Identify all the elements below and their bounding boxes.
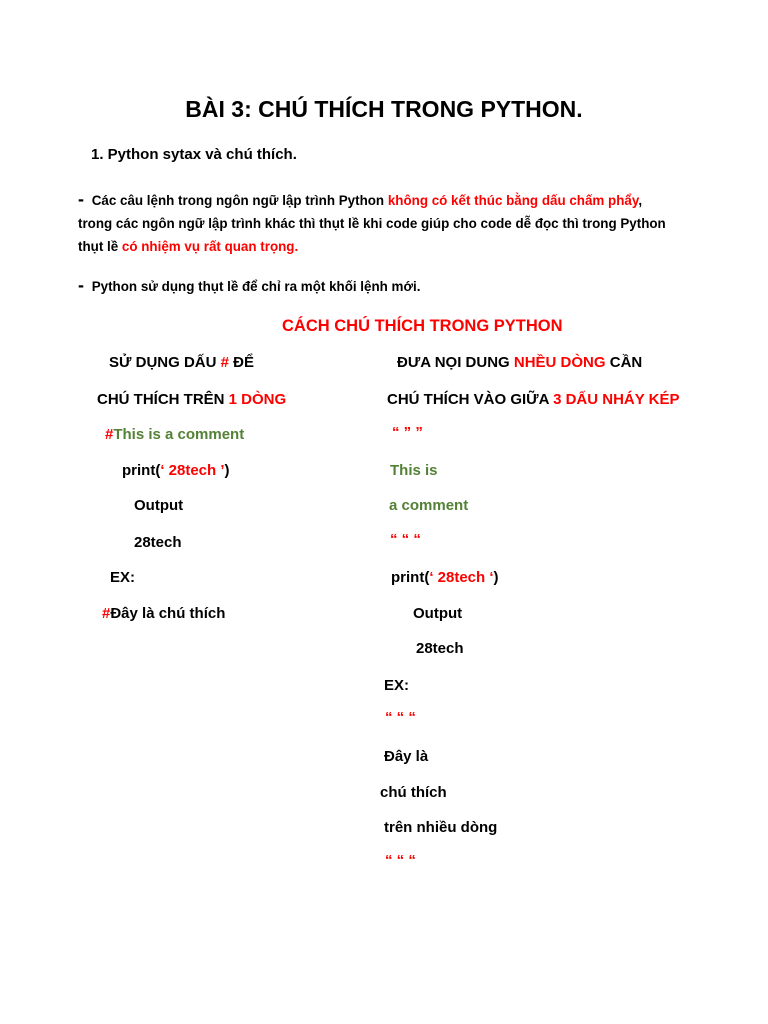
left-heading-text: SỬ DỤNG DẤU bbox=[109, 354, 221, 371]
hash-symbol: # bbox=[220, 354, 229, 371]
left-comment-line bbox=[105, 426, 244, 443]
triple-quote-open: “ ” ” bbox=[392, 424, 423, 441]
para1-text-1: Các câu lệnh trong ngôn ngữ lập trình Python bbox=[88, 193, 388, 208]
left-heading-line-2 bbox=[97, 391, 286, 408]
multiline-comment-line-1: This is bbox=[390, 462, 438, 479]
left-heading-text-2: CHÚ THÍCH TRÊN bbox=[97, 391, 229, 408]
para1-text-2: , trong các ngôn ngữ lập trình khác thì thụt lề khi code giúp cho code dễ đọc thì trong Python thụt lề bbox=[78, 193, 666, 254]
print-close: ) bbox=[493, 569, 499, 586]
ex-line-2: chú thích bbox=[380, 784, 447, 801]
section-title: CÁCH CHÚ THÍCH TRONG PYTHON bbox=[282, 317, 563, 335]
ex-triple-quote-open: “ “ “ bbox=[385, 709, 416, 726]
print-string: ‘ 28tech ‘ bbox=[429, 569, 494, 586]
ex-triple-quote-close: “ “ “ bbox=[385, 852, 416, 869]
print-keyword: print( bbox=[122, 462, 161, 479]
paragraph-2 bbox=[78, 274, 678, 298]
print-string: ‘ 28tech ’ bbox=[160, 462, 225, 479]
hash-symbol: # bbox=[105, 426, 114, 443]
comment-text: This is a comment bbox=[113, 426, 245, 443]
print-close: ) bbox=[224, 462, 230, 479]
left-output-result: 28tech bbox=[134, 534, 182, 551]
right-heading-line-1 bbox=[397, 354, 642, 371]
para1-highlight-2: có nhiệm vụ rất quan trọng. bbox=[121, 239, 299, 254]
right-heading-highlight: NHỀU DÒNG bbox=[513, 354, 606, 371]
left-ex-comment bbox=[102, 605, 225, 622]
hash-symbol: # bbox=[102, 605, 111, 622]
left-heading-line-1 bbox=[109, 354, 254, 371]
dash-bullet: - bbox=[78, 189, 84, 209]
multiline-comment-line-2: a comment bbox=[389, 497, 469, 514]
ex-line-1: Đây là bbox=[384, 748, 429, 765]
section-heading-1: 1. Python sytax và chú thích. bbox=[91, 146, 297, 163]
left-heading-highlight: 1 DÒNG bbox=[228, 391, 287, 408]
right-print-line bbox=[391, 569, 499, 586]
page-title: BÀI 3: CHÚ THÍCH TRONG PYTHON. bbox=[185, 96, 583, 122]
right-heading-text-end: CẦN bbox=[605, 354, 643, 371]
para2-text: Python sử dụng thụt lề để chỉ ra một khối lệnh mới. bbox=[88, 279, 421, 294]
left-output-label: Output bbox=[134, 497, 184, 514]
paragraph-1 bbox=[78, 188, 678, 258]
right-output-result: 28tech bbox=[416, 640, 464, 657]
triple-quote-close: “ “ “ bbox=[390, 531, 421, 548]
print-keyword: print( bbox=[391, 569, 430, 586]
left-ex-label: EX: bbox=[110, 569, 136, 586]
right-heading-highlight-2: 3 DẤU NHÁY KÉP bbox=[553, 391, 680, 408]
ex-comment-text: Đây là chú thích bbox=[110, 605, 226, 622]
right-output-label: Output bbox=[413, 605, 463, 622]
ex-line-3: trên nhiều dòng bbox=[384, 819, 498, 836]
right-heading-text-2: CHÚ THÍCH VÀO GIỮA bbox=[387, 391, 554, 408]
right-heading-text: ĐƯA NỌI DUNG bbox=[397, 354, 514, 371]
right-ex-label: EX: bbox=[384, 677, 410, 694]
right-heading-line-2 bbox=[387, 391, 679, 408]
left-heading-text-end: ĐỂ bbox=[228, 354, 254, 371]
left-print-line bbox=[122, 462, 230, 479]
para1-highlight-1: không có kết thúc bằng dấu chấm phẩy bbox=[387, 193, 639, 208]
dash-bullet: - bbox=[78, 275, 84, 295]
